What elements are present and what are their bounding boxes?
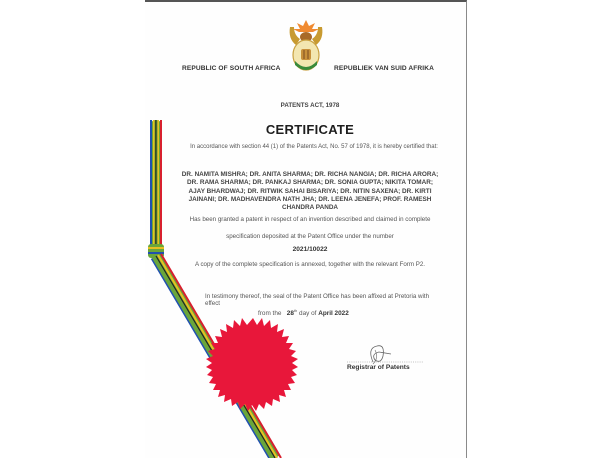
date-month-year: April 2022 (318, 310, 349, 318)
patents-act-label: PATENTS ACT, 1978 (280, 102, 340, 109)
granted-text: Has been granted a patent in respect of an invention described and claimed in complete (189, 216, 431, 223)
inventor-names: DR. NAMITA MISHRA; DR. ANITA SHARMA; DR. RICHA NANGIA; DR. RICHA ARORA; DR. RAMA SHARMA; DR. PANKAJ SHARMA; DR. SONIA GUPTA; NIKITA TOMAR; AJAY BHARDWAJ; DR. RITWIK SAHAI BISARIYA; DR. NITIN SAXENA; DR. KIRTI JAINANI; DR. MADHAVENDRA NATH JHA; DR. LEENA JENEFA; PROF. RAMESH CHANDRA PANDA (181, 171, 439, 212)
date-prefix: from the (258, 310, 282, 318)
patent-number: 2021/10022 (292, 246, 328, 253)
certificate-title: CERTIFICATE (265, 122, 355, 137)
ribbon-vertical (150, 120, 162, 250)
header-republic-afrikaans: REPUBLIEK VAN SUID AFRIKA (334, 65, 434, 72)
date-day: 28 (286, 310, 294, 318)
intro-text: In accordance with section 44 (1) of the Patents Act, No. 57 of 1978, it is hereby certified that: (190, 144, 438, 150)
specification-text: specification deposited at the Patent Office under the number (226, 233, 394, 240)
testimony-text: In testimony thereof, the seal of the Patent Office has been affixed at Pretoria with effect (205, 293, 430, 307)
date-suffix: th (293, 308, 298, 313)
date-middle: day of (299, 310, 317, 318)
copy-note: A copy of the complete specification is annexed, together with the relevant Form P2. (194, 261, 426, 268)
header-republic-english: REPUBLIC OF SOUTH AFRICA (182, 65, 281, 72)
red-wax-seal-icon (206, 318, 298, 411)
registrar-label: Registrar of Patents (347, 364, 410, 371)
